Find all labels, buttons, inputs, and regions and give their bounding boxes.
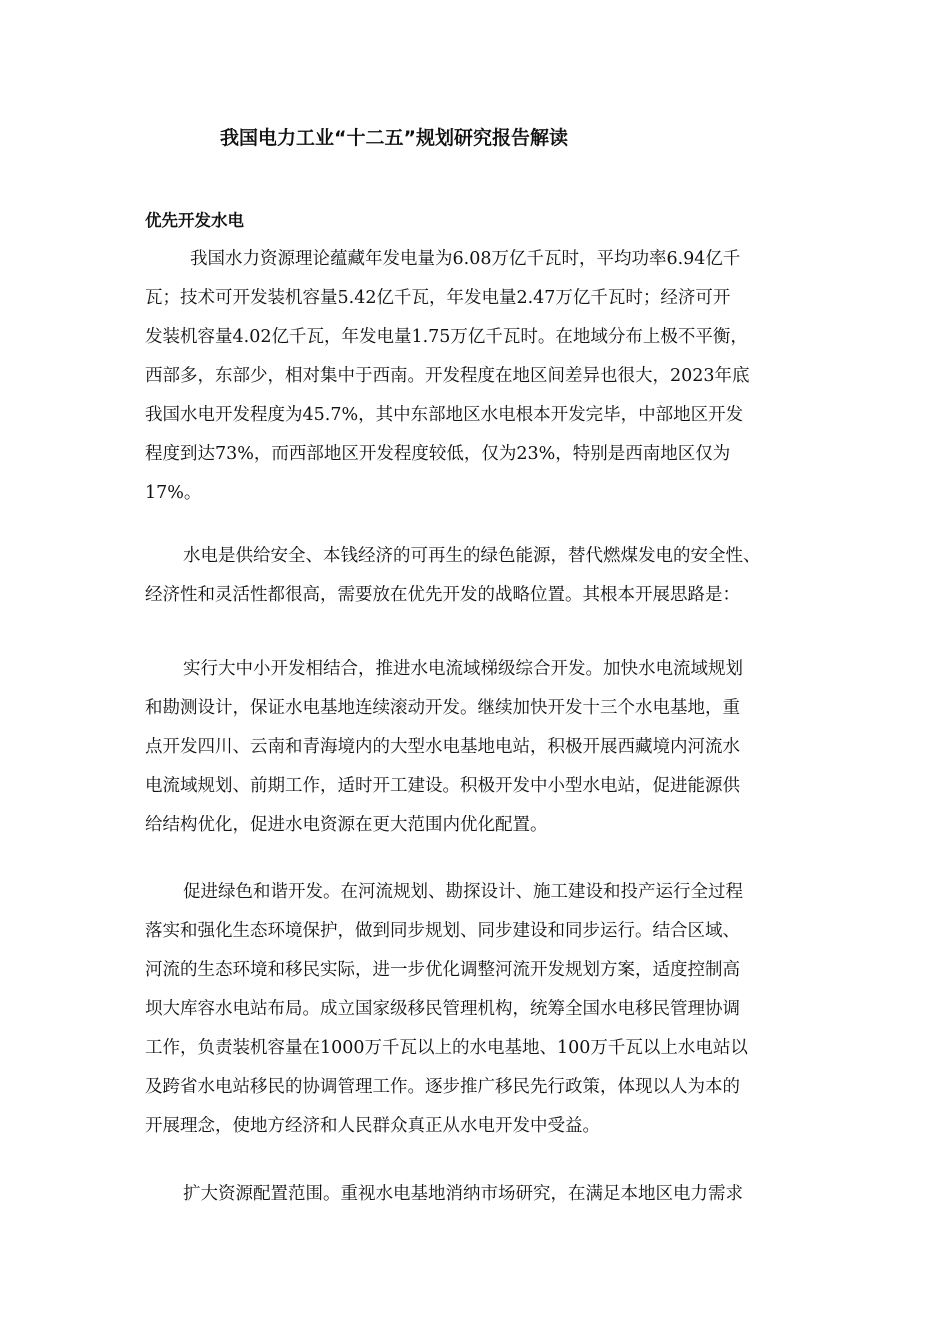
paragraph-hydro-strategy xyxy=(145,537,761,615)
paragraph-hydro-resources xyxy=(145,240,750,513)
text-line: 瓦；技术可开发装机容量5.42亿千瓦，年发电量2.47万亿千瓦时；经济可开 xyxy=(145,288,731,308)
text-line: 扩大资源配置范围。重视水电基地消纳市场研究，在满足本地区电力需求 xyxy=(183,1184,743,1204)
document-title: 我国电力工业“十二五”规划研究报告解读 xyxy=(220,127,568,149)
text-line: 开展理念，使地方经济和人民群众真正从水电开发中受益。 xyxy=(145,1116,600,1136)
text-line: 实行大中小开发相结合，推进水电流域梯级综合开发。加快水电流域规划 xyxy=(183,659,743,679)
paragraph-resource-allocation xyxy=(145,1175,743,1214)
text-line: 程度到达73%，而西部地区开发程度较低，仅为23%，特别是西南地区仅为 xyxy=(145,444,731,464)
text-line: 点开发四川、云南和青海境内的大型水电基地电站，积极开展西藏境内河流水 xyxy=(145,737,740,757)
text-line: 经济性和灵活性都很高，需要放在优先开发的战略位置。其根本开展思路是： xyxy=(145,585,740,605)
text-line: 17%。 xyxy=(145,483,202,503)
text-line: 坝大库容水电站布局。成立国家级移民管理机构，统筹全国水电移民管理协调 xyxy=(145,999,740,1019)
text-line: 发装机容量4.02亿千瓦，年发电量1.75万亿千瓦时。在地域分布上极不平衡， xyxy=(145,327,748,347)
text-line: 给结构优化，促进水电资源在更大范围内优化配置。 xyxy=(145,815,548,835)
text-line: 及跨省水电站移民的协调管理工作。逐步推广移民先行政策，体现以人为本的 xyxy=(145,1077,740,1097)
text-line: 和勘测设计，保证水电基地连续滚动开发。继续加快开发十三个水电基地，重 xyxy=(145,698,740,718)
text-line: 促进绿色和谐开发。在河流规划、勘探设计、施工建设和投产运行全过程 xyxy=(183,882,743,902)
paragraph-basin-development xyxy=(145,650,743,845)
text-line: 落实和强化生态环境保护，做到同步规划、同步建设和同步运行。结合区域、 xyxy=(145,921,740,941)
text-line: 水电是供给安全、本钱经济的可再生的绿色能源，替代燃煤发电的安全性、 xyxy=(183,546,761,566)
text-line: 工作，负责装机容量在1000万千瓦以上的水电基地、100万千瓦以上水电站以 xyxy=(145,1038,748,1058)
text-line: 西部多，东部少，相对集中于西南。开发程度在地区间差异也很大，2023年底 xyxy=(145,366,750,386)
text-line: 电流域规划、前期工作，适时开工建设。积极开发中小型水电站，促进能源供 xyxy=(145,776,740,796)
text-line: 我国水力资源理论蕴藏年发电量为6.08万亿千瓦时，平均功率6.94亿千 xyxy=(190,249,741,269)
paragraph-green-development xyxy=(145,873,748,1146)
section-heading: 优先开发水电 xyxy=(145,211,244,230)
text-line: 河流的生态环境和移民实际，进一步优化调整河流开发规划方案，适度控制高 xyxy=(145,960,740,980)
text-line: 我国水电开发程度为45.7%，其中东部地区水电根本开发完毕，中部地区开发 xyxy=(145,405,744,425)
